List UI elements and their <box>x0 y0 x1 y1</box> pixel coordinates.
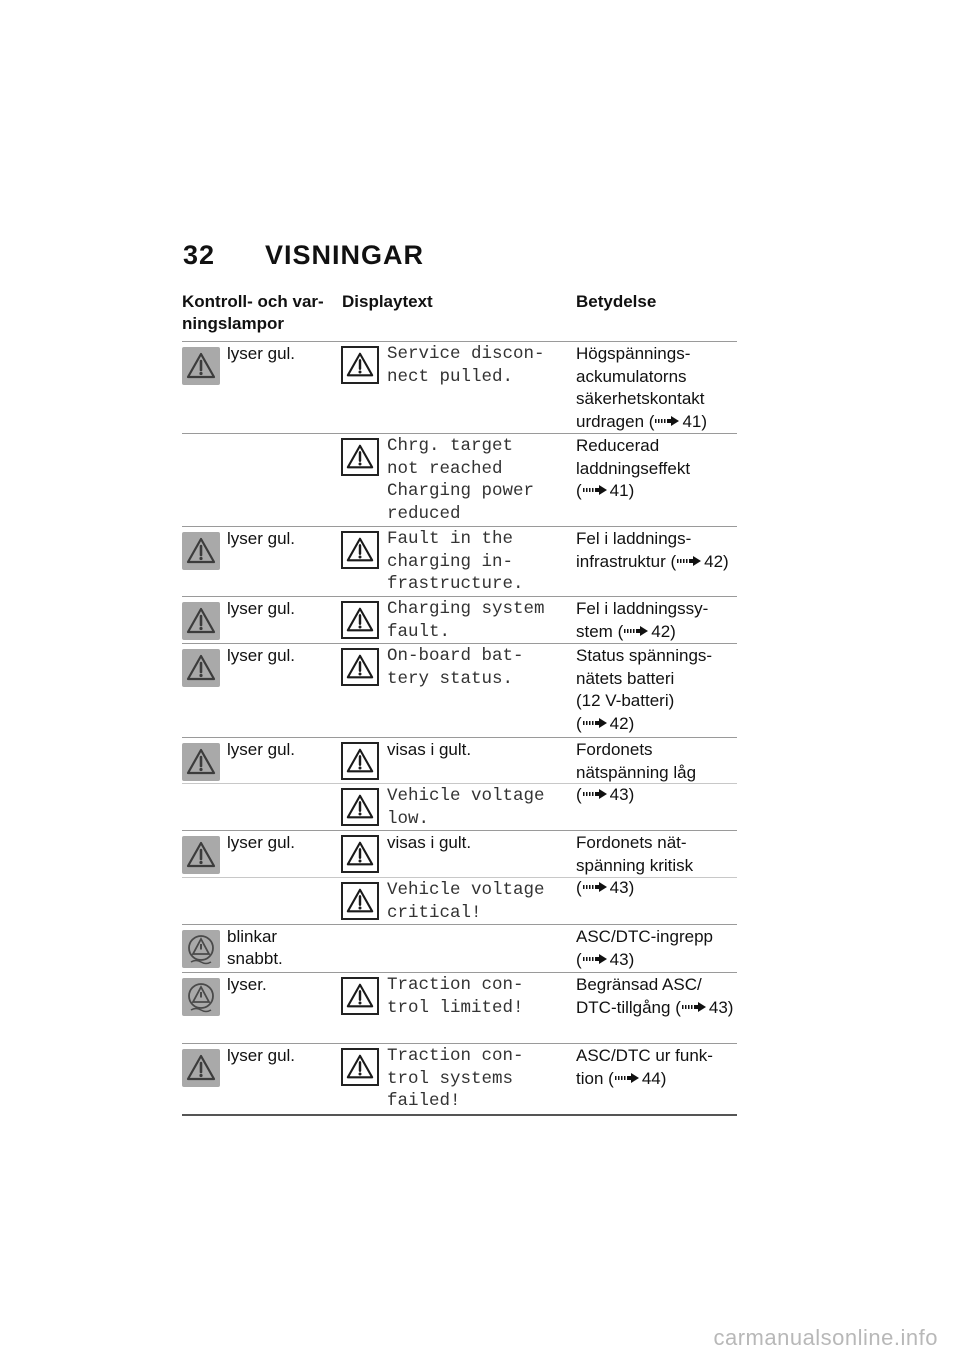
warning-triangle-icon <box>341 601 379 639</box>
reference-arrow-icon <box>624 626 648 636</box>
lamp-status-text: lyser gul. <box>227 599 296 618</box>
page-reference-number: 43) <box>708 997 734 1017</box>
watermark: carmanualsonline.info <box>713 1325 938 1350</box>
page-reference-number: 41) <box>682 411 708 431</box>
table-row-divider <box>182 1114 737 1116</box>
page-reference-link[interactable]: ( 43) <box>576 949 635 969</box>
page-reference-link[interactable]: ( 43) <box>670 997 734 1017</box>
meaning-text <box>576 832 736 900</box>
page-reference-link[interactable]: ( 42) <box>612 621 676 641</box>
table-row-divider <box>182 526 737 527</box>
warning-lamp-icon <box>182 836 220 874</box>
meaning-description: Fel i laddningssy- stem <box>576 599 709 641</box>
warning-lamp-icon <box>182 1049 220 1087</box>
meaning-description: Reducerad laddningseffekt <box>576 436 691 478</box>
reference-arrow-icon <box>615 1073 639 1083</box>
warning-triangle-icon <box>341 531 379 569</box>
warning-lamp-icon <box>182 602 220 640</box>
reference-arrow-icon <box>583 485 607 495</box>
lamp-status-text: lyser gul. <box>227 529 296 548</box>
meaning-description: Fel i laddnings- infrastruktur <box>576 529 692 571</box>
page-reference-number: 43) <box>609 878 635 897</box>
warning-lamp-icon <box>182 743 220 781</box>
warning-lamp-icon <box>182 649 220 687</box>
display-message-text: Charging system fault. <box>387 599 545 642</box>
lamp-status-text: lyser gul. <box>227 833 296 852</box>
asc-dtc-lamp-icon <box>182 930 220 968</box>
table-row-divider <box>182 924 737 925</box>
table-row-divider <box>182 643 737 644</box>
asc-dtc-lamp-icon <box>182 978 220 1016</box>
meaning-description: ASC/DTC ur funk- tion <box>576 1046 713 1088</box>
page-reference-link[interactable]: ( 41) <box>644 411 708 431</box>
page-reference-number: 42) <box>609 713 635 733</box>
reference-arrow-icon <box>655 416 679 426</box>
column-header-meaning: Betydelse <box>576 292 657 311</box>
warning-triangle-icon <box>341 648 379 686</box>
reference-arrow-icon <box>583 954 607 964</box>
meaning-description: Fordonets nät- spänning kritisk <box>576 833 694 875</box>
warning-triangle-icon <box>341 835 379 873</box>
warning-triangle-icon <box>341 346 379 384</box>
page-reference-link[interactable]: ( 43) <box>576 878 635 897</box>
display-message-text: Traction con- trol systems failed! <box>387 1046 524 1111</box>
column-header-lamps-label: Kontroll- och var- ningslampor <box>182 292 324 333</box>
display-message-text: Traction con- trol limited! <box>387 975 524 1018</box>
meaning-description: Begränsad ASC/ DTC-tillgång <box>576 975 702 1017</box>
display-message-text: Service discon- nect pulled. <box>387 344 545 387</box>
meaning-text <box>576 739 736 807</box>
display-message-text: Vehicle voltage critical! <box>387 880 545 923</box>
page-reference-link[interactable]: ( 42) <box>576 713 635 733</box>
reference-arrow-icon <box>682 1002 706 1012</box>
table-row-divider <box>182 433 737 434</box>
table-row-divider <box>182 830 737 831</box>
meaning-text <box>576 974 736 1019</box>
section-title: VISNINGAR <box>265 240 425 270</box>
page-reference-number: 44) <box>641 1068 667 1088</box>
lamp-status-text: lyser gul. <box>227 646 296 665</box>
display-message-text: Chrg. target not reached Charging power reduced <box>387 436 535 524</box>
table-row-divider <box>182 972 737 973</box>
meaning-text <box>576 343 736 433</box>
warning-triangle-icon <box>341 882 379 920</box>
meaning-text <box>576 435 736 503</box>
table-row-divider <box>182 341 737 342</box>
page-reference-number: 43) <box>609 785 635 804</box>
lamp-status-text: lyser gul. <box>227 1046 296 1065</box>
meaning-text <box>576 1045 736 1090</box>
meaning-description: ASC/DTC-ingrepp <box>576 927 713 946</box>
meaning-text <box>576 926 736 971</box>
warning-triangle-icon <box>341 1048 379 1086</box>
display-note-text: visas i gult. <box>387 833 472 852</box>
page-reference-link[interactable]: ( 42) <box>665 551 729 571</box>
display-message-text: Vehicle voltage low. <box>387 786 545 829</box>
meaning-text <box>576 528 736 573</box>
meaning-description: Fordonets nätspänning låg <box>576 740 697 782</box>
column-header-display: Displaytext <box>342 292 433 311</box>
meaning-description: Högspännings- ackumulatorns säkerhetskontakt urdragen <box>576 344 705 431</box>
table-row-divider <box>182 737 737 738</box>
warning-lamp-icon <box>182 347 220 385</box>
page-reference-link[interactable]: ( 43) <box>576 785 635 804</box>
page-reference-number: 42) <box>704 551 729 571</box>
table-row-divider <box>182 596 737 597</box>
warning-triangle-icon <box>341 788 379 826</box>
display-note-text: visas i gult. <box>387 740 472 759</box>
lamp-status-text: lyser. <box>227 975 267 994</box>
reference-arrow-icon <box>583 789 607 799</box>
warning-triangle-icon <box>341 438 379 476</box>
lamp-status-text: lyser gul. <box>227 740 296 759</box>
column-header-lamps <box>182 291 340 335</box>
reference-arrow-icon <box>583 718 607 728</box>
warning-lamp-icon <box>182 532 220 570</box>
meaning-text <box>576 598 736 643</box>
display-message-text: Fault in the charging in- frastructure. <box>387 529 524 594</box>
lamp-status-text: blinkar snabbt. <box>227 927 283 968</box>
display-message-text: On-board bat- tery status. <box>387 646 524 689</box>
page-reference-link[interactable]: ( 44) <box>603 1068 667 1088</box>
page-reference-number: 43) <box>609 949 635 969</box>
page-reference-number: 41) <box>609 481 635 500</box>
lamp-status-text: lyser gul. <box>227 344 296 363</box>
page-reference-link[interactable]: ( 41) <box>576 481 635 500</box>
reference-arrow-icon <box>583 882 607 892</box>
page-reference-number: 42) <box>651 621 676 641</box>
page-number: 32 <box>183 240 216 270</box>
table-row-divider <box>182 1043 737 1044</box>
reference-arrow-icon <box>677 556 701 566</box>
warning-triangle-icon <box>341 742 379 780</box>
warning-triangle-icon <box>341 977 379 1015</box>
meaning-description: Status spännings- nätets batteri (12 V-batteri) <box>576 646 713 710</box>
meaning-text <box>576 645 736 735</box>
